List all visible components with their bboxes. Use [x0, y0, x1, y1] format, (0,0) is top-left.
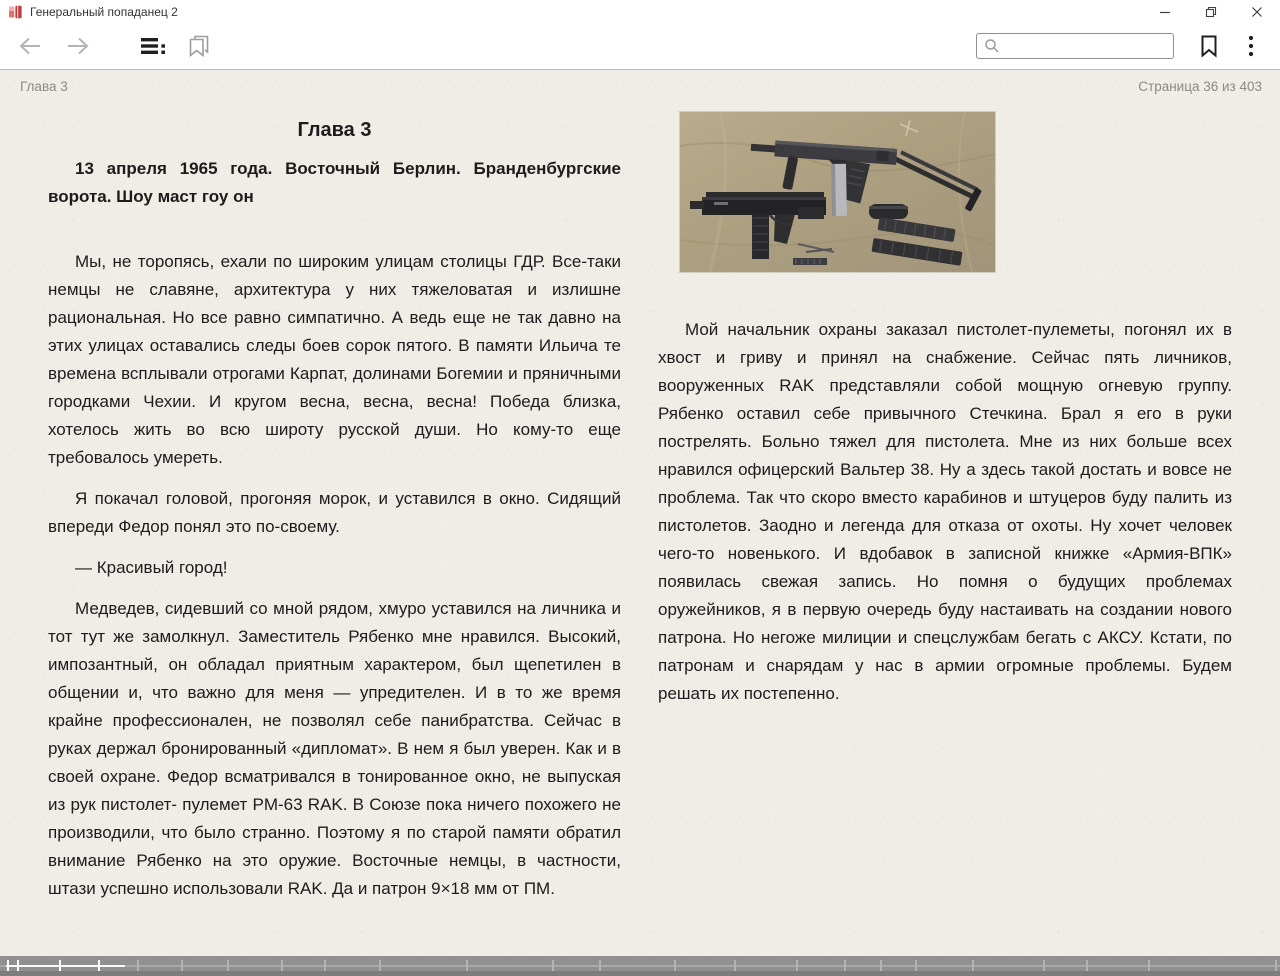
window-controls	[1142, 0, 1280, 23]
progress-tick	[281, 960, 283, 971]
book-paragraph: — Красивый город!	[75, 558, 228, 577]
page-status: Страница 36 из 403	[1138, 79, 1262, 94]
progress-tick	[552, 960, 554, 971]
progress-done	[6, 965, 125, 967]
page-header	[20, 79, 1262, 97]
reader-page	[0, 70, 1280, 956]
chapter-label: Глава 3	[20, 79, 68, 94]
window-title: Генеральный попаданец 2	[30, 4, 178, 19]
chapter-subtitle: 13 апреля 1965 года. Восточный Берлин. Бранденбургские ворота. Шоу маст гоу он	[48, 159, 621, 206]
progress-tick	[137, 960, 139, 971]
progress-tick	[796, 960, 798, 971]
progress-tick	[915, 960, 917, 971]
book-paragraph: Медведев, сидевший со мной рядом, хмуро уставился на личника и тот тут же замолкнул. Заместитель Рябенко мне нравился. Высокий, импозантный, он обладал приятным характером, был щепетилен в общении и, что важно для меня — упредителен. И в то же время крайне профессионален, не позволял себе панибратства. Сейчас в руках держал бронированный «дипломат». В нем я был уверен. Как и в своей охране. Федор всматривался в тонированное окно, не выпуская из рук пистолет- пулемет PM-63 RAK. В Союзе пока ничего похожего не производили, что было странно. Поэтому я по старой памяти обратил внимание Рябенко на это оружие. Восточные немцы, в частности, штази успешно использовали RAK. Да и патрон 9×18 мм от ПМ.	[48, 599, 621, 898]
bookmark-icon[interactable]	[1192, 29, 1226, 63]
progress-tick	[880, 960, 882, 971]
progress-tick	[734, 960, 736, 971]
progress-tick	[227, 960, 229, 971]
progress-tick	[972, 960, 974, 971]
progress-tick	[324, 960, 326, 971]
progress-tick	[1043, 960, 1045, 971]
progress-tick	[599, 960, 601, 971]
progress-tick	[59, 960, 61, 971]
progress-track	[0, 965, 1280, 967]
left-column	[48, 105, 621, 903]
search-box	[976, 33, 1174, 59]
overflow-menu-icon[interactable]	[1236, 29, 1266, 63]
book-paragraph: Мой начальник охраны заказал пистолет-пулеметы, погонял их в хвост и гриву и принял на снабжение. Сейчас пять личников, вооруженных RAK представляли собой мощную огневую группу. Рябенко оставил себе привычного Стечкина. Брал я его в руки пострелять. Больно тяжел для пистолета. Мне из них больше всех нравился офицерский Вальтер 38. Ну а здесь такой достать и вовсе не проблема. Так что скоро вместо карабинов и штуцеров буду палить из пистолетов. Заодно и легенда для отказа от охоты. Ну хочет человек чего-то новенького. И вдобавок в записной книжке «Армия-ВПК» появилась свежая запись. Но помня о будущих проблемах оружейников, я в первую очередь буду настаивать на создании нового патрона. Но негоже милиции и спецслужбам бегать с АКСУ. Кстати, по патронам и снарядам у нас в армии огромные проблемы. Будем решать их постепенно.	[658, 320, 1232, 703]
search-icon	[984, 38, 1000, 59]
search-input[interactable]	[976, 33, 1174, 59]
right-column	[658, 105, 1232, 708]
progress-tick	[17, 960, 19, 971]
forward-button[interactable]	[60, 29, 96, 63]
progress-bar[interactable]	[0, 956, 1280, 976]
book-paragraph: Мы, не торопясь, ехали по широким улицам столицы ГДР. Все-таки немцы не славяне, архитектура у них тяжеловатая и излишне рациональная. Но все равно симпатично. А ведь еще не так давно на этих улицах оставались следы боев сорок пятого. В памяти Ильича те времена всплывали отрогами Карпат, долинами Богемии и пряничными городками Чехии. И кругом весна, весна, весна! Победа близка, хотелось жить во всю широту русской души. Но кому-то еще требовалось умереть.	[48, 252, 621, 467]
progress-tick	[844, 960, 846, 971]
table-of-contents-icon[interactable]	[136, 29, 170, 63]
progress-tick	[7, 960, 9, 971]
close-button[interactable]	[1234, 0, 1280, 23]
minimize-button[interactable]	[1142, 0, 1188, 23]
progress-tick	[1086, 960, 1088, 971]
progress-tick	[1148, 960, 1150, 971]
toolbar	[0, 23, 1280, 70]
book-paragraph: Я покачал головой, прогоняя морок, и уставился в окно. Сидящий впереди Федор понял это по-своему.	[48, 489, 621, 536]
restore-button[interactable]	[1188, 0, 1234, 23]
progress-tick	[1275, 960, 1277, 971]
bookmarks-list-icon[interactable]	[182, 29, 216, 63]
titlebar	[0, 0, 1280, 23]
progress-tick	[98, 960, 100, 971]
progress-tick	[466, 960, 468, 971]
app-icon	[8, 4, 24, 20]
book-illustration-image	[680, 112, 995, 272]
progress-tick	[181, 960, 183, 971]
progress-tick	[379, 960, 381, 971]
back-button[interactable]	[12, 29, 48, 63]
progress-tick	[674, 960, 676, 971]
chapter-title: Глава 3	[297, 119, 372, 141]
